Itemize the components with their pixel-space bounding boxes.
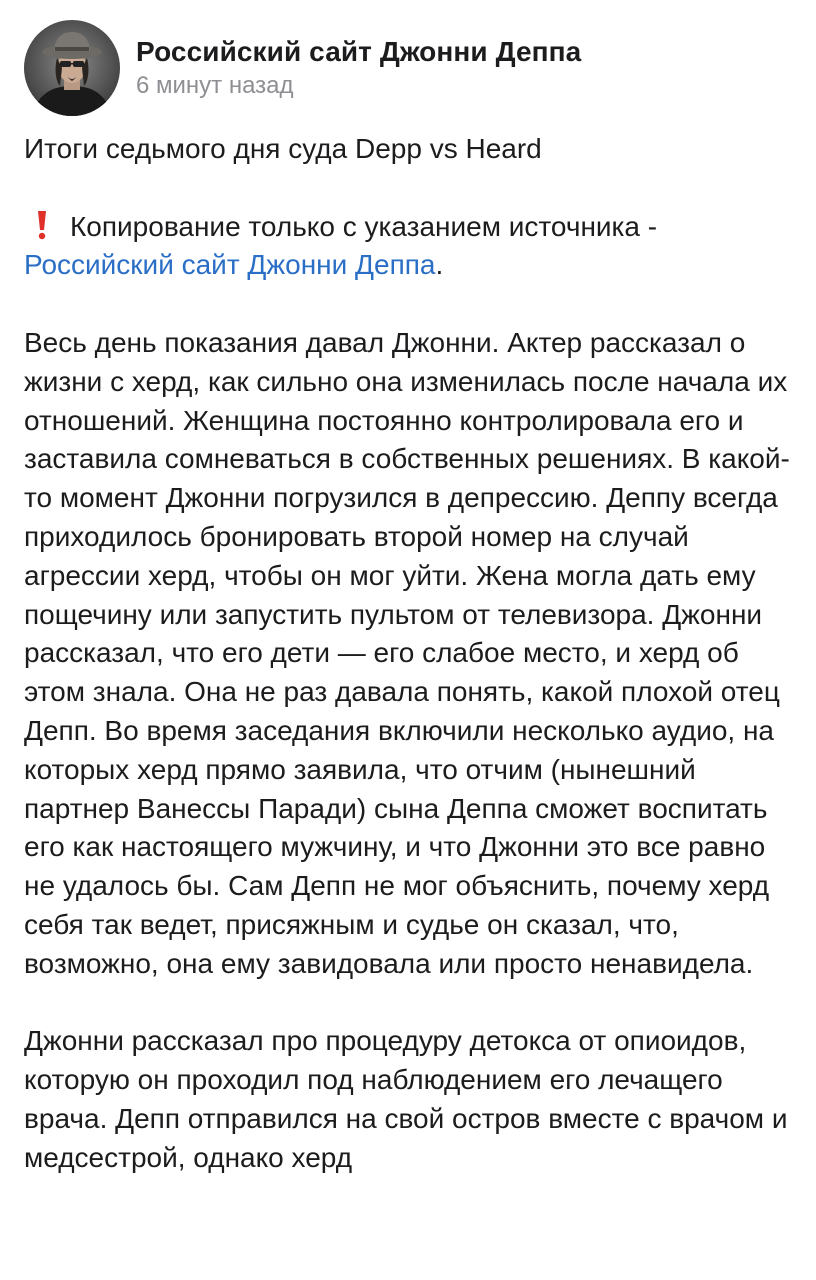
author-name[interactable]: Российский сайт Джонни Деппа: [136, 36, 582, 67]
notice-period: .: [435, 249, 444, 281]
copyright-notice: [24, 208, 792, 286]
blank-line: [24, 285, 792, 324]
post-body: [24, 130, 792, 1178]
avatar-portrait-hat-icon: [24, 20, 120, 116]
post-timestamp[interactable]: 6 минут назад: [136, 72, 294, 99]
post-title: Итоги седьмого дня суда Depp vs Heard: [24, 133, 542, 164]
exclamation-icon: [32, 210, 52, 240]
author-avatar[interactable]: [24, 20, 120, 116]
blank-line: [24, 169, 792, 208]
post-paragraph-2: Джонни рассказал про процедуру детокса от опиоидов, которую он проходил под наблюдением его лечащего врача. Депп отправился на свой остров вместе с врачом и медсестрой, однако херд: [24, 1025, 788, 1173]
blank-line: [24, 984, 792, 1023]
notice-text: Копирование только с указанием источника -: [70, 210, 658, 242]
author-info: [136, 34, 581, 102]
source-link[interactable]: Российский сайт Джонни Деппа: [24, 249, 436, 281]
post-paragraph-1: Весь день показания давал Джонни. Актер рассказал о жизни с херд, как сильно она изменилась после начала их отношений. Женщина постоянно контролировала его и заставила сомневаться в собственных решениях. В какой-то момент Джонни погрузился в депрессию. Деппу всегда приходилось бронировать второй номер на случай агрессии херд, чтобы он мог уйти. Жена могла дать ему пощечину или запустить пультом от телевизора. Джонни рассказал, что его дети — его слабое место, и херд об этом знала. Она не раз давала понять, какой плохой отец Депп. Во время заседания включили несколько аудио, на которых херд прямо заявила, что отчим (нынешний партнер Ванессы Паради) сына Деппа сможет воспитать его как настоящего мужчину, и что Джонни это все равно не удалось бы. Сам Депп не мог объяснить, почему херд себя так ведет, присяжным и судье он сказал, что, возможно, она ему завидовала или просто ненавидела.: [24, 326, 790, 979]
post-header: [24, 0, 792, 130]
